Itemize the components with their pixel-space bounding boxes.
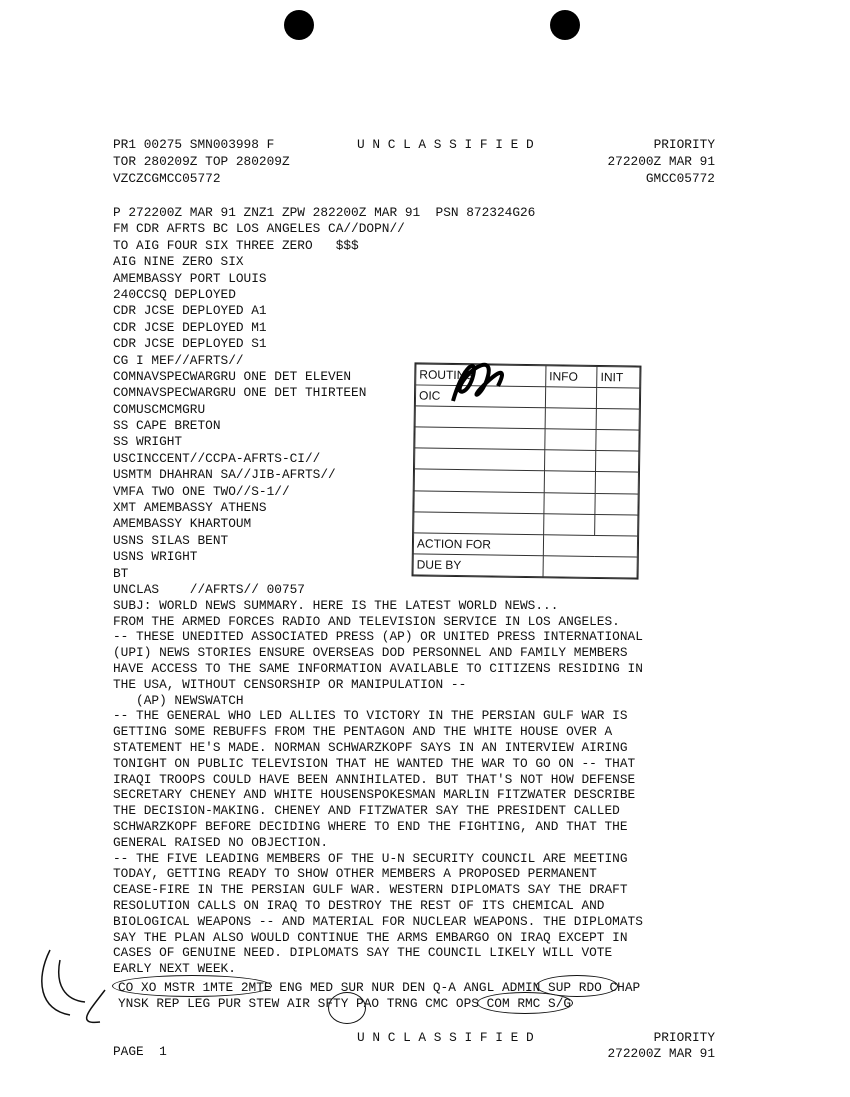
circled-co-xo-mstr-1mte <box>112 975 272 997</box>
body-line: GENERAL RAISED NO OBJECTION. <box>113 834 329 850</box>
body-line: AMEMBASSY PORT LOUIS <box>113 270 267 286</box>
body-line: CDR JCSE DEPLOYED A1 <box>113 303 267 319</box>
body-line: IRAQI TROOPS COULD HAVE BEEN ANNIHILATED. BUT THAT'S NOT HOW DEFENSE <box>113 771 636 787</box>
distribution-line: CO XO MSTR 1MTE 2MTE ENG MED SUR NUR DEN Q-A ANGL ADMIN SUP RDO CHAP <box>118 980 641 995</box>
message-body <box>113 205 643 977</box>
body-line: USNS SILAS BENT <box>113 532 229 548</box>
routing-label: ROUTING <box>416 364 546 387</box>
body-line: USCINCCENT//CCPA-AFRTS-CI// <box>113 450 321 466</box>
body-line: -- THE FIVE LEADING MEMBERS OF THE U-N SECURITY COUNCIL ARE MEETING <box>113 850 628 866</box>
body-line: GETTING SOME REBUFFS FROM THE PENTAGON AND THE WHITE HOUSE OVER A <box>113 724 613 740</box>
body-line: COMNAVSPECWARGRU ONE DET ELEVEN <box>113 368 352 384</box>
body-line: TONIGHT ON PUBLIC TELEVISION THAT HE WANTED THE WAR TO GO ON -- THAT <box>113 755 636 771</box>
body-line: (AP) NEWSWATCH <box>113 692 244 708</box>
classification-bottom: U N C L A S S I F I E D <box>357 1030 534 1045</box>
body-line: -- THE GENERAL WHO LED ALLIES TO VICTORY IN THE PERSIAN GULF WAR IS <box>113 708 628 724</box>
due-by-label: DUE BY <box>413 554 543 577</box>
body-line: FM CDR AFRTS BC LOS ANGELES CA//DOPN// <box>113 221 405 237</box>
info-label: INFO <box>546 366 598 388</box>
body-line: USMTM DHAHRAN SA//JIB-AFRTS// <box>113 467 336 483</box>
body-line: FROM THE ARMED FORCES RADIO AND TELEVISION SERVICE IN LOS ANGELES. <box>113 613 620 629</box>
body-line: AMEMBASSY KHARTOUM <box>113 516 252 532</box>
distribution-line: YNSK REP LEG PUR STEW AIR SFTY PAO TRNG CMC OPS COM RMC S/G <box>118 996 572 1011</box>
body-line: SUBJ: WORLD NEWS SUMMARY. HERE IS THE LATEST WORLD NEWS... <box>113 597 559 613</box>
classification-top: U N C L A S S I F I E D <box>357 137 534 152</box>
body-line: AIG NINE ZERO SIX <box>113 254 244 270</box>
punch-hole-left <box>284 10 314 40</box>
body-line: EARLY NEXT WEEK. <box>113 961 236 977</box>
body-line: XMT AMEMBASSY ATHENS <box>113 500 267 516</box>
body-line: STATEMENT HE'S MADE. NORMAN SCHWARZKOPF SAYS IN AN INTERVIEW AIRING <box>113 739 628 755</box>
body-line: CDR JCSE DEPLOYED S1 <box>113 336 267 352</box>
body-line: CG I MEF//AFRTS// <box>113 352 244 368</box>
body-line: SECRETARY CHENEY AND WHITE HOUSENSPOKESMAN MARLIN FITZWATER DESCRIBE <box>113 787 636 803</box>
punch-hole-right <box>550 10 580 40</box>
action-for-label: ACTION FOR <box>413 533 543 556</box>
dtg-top: 272200Z MAR 91 <box>607 154 715 169</box>
body-line: SAY THE PLAN ALSO WOULD CONTINUE THE ARMS EMBARGO ON IRAQ EXCEPT IN <box>113 929 628 945</box>
body-line: RESOLUTION CALLS ON IRAQ TO DESTROY THE REST OF ITS CHEMICAL AND <box>113 897 605 913</box>
body-line: -- THESE UNEDITED ASSOCIATED PRESS (AP) OR UNITED PRESS INTERNATIONAL <box>113 629 643 645</box>
body-line: HAVE ACCESS TO THE SAME INFORMATION AVAILABLE TO CITIZENS RESIDING IN <box>113 660 643 676</box>
body-line: USNS WRIGHT <box>113 549 198 565</box>
init-label: INIT <box>597 366 640 388</box>
header-line: VZCZCGMCC05772 <box>113 171 221 186</box>
dtg-bottom: 272200Z MAR 91 <box>607 1046 715 1061</box>
body-line: THE USA, WITHOUT CENSORSHIP OR MANIPULATION -- <box>113 676 467 692</box>
body-line: BT <box>113 565 129 581</box>
circled-pao <box>328 992 366 1024</box>
body-line: TO AIG FOUR SIX THREE ZERO $$$ <box>113 237 359 253</box>
body-line: VMFA TWO ONE TWO//S-1// <box>113 483 290 499</box>
body-line: COMUSCMCMGRU <box>113 401 206 417</box>
body-line: SS CAPE BRETON <box>113 418 221 434</box>
body-line: (UPI) NEWS STORIES ENSURE OVERSEAS DOD PERSONNEL AND FAMILY MEMBERS <box>113 645 628 661</box>
priority-bottom: PRIORITY <box>653 1030 715 1045</box>
body-line: P 272200Z MAR 91 ZNZ1 ZPW 282200Z MAR 91 PSN 872324G26 <box>113 205 536 220</box>
body-line: SS WRIGHT <box>113 434 183 450</box>
handwritten-mark <box>30 940 120 1030</box>
msg-id-top: GMCC05772 <box>645 171 715 186</box>
body-line: COMNAVSPECWARGRU ONE DET THIRTEEN <box>113 385 367 401</box>
body-line: 240CCSQ DEPLOYED <box>113 286 236 302</box>
priority-top: PRIORITY <box>653 137 715 152</box>
body-line: CEASE-FIRE IN THE PERSIAN GULF WAR. WESTERN DIPLOMATS SAY THE DRAFT <box>113 882 628 898</box>
oic-label: OIC <box>415 385 545 408</box>
body-line: CASES OF GENUINE NEED. DIPLOMATS SAY THE COUNCIL LIKELY WILL VOTE <box>113 945 613 961</box>
body-line: SCHWARZKOPF BEFORE DECIDING WHERE TO END THE FIGHTING, AND THAT THE <box>113 818 628 834</box>
body-line: THE DECISION-MAKING. CHENEY AND FITZWATER SAY THE PRESIDENT CALLED <box>113 803 620 819</box>
header-line: TOR 280209Z TOP 280209Z <box>113 154 290 169</box>
handwritten-initials <box>443 356 513 406</box>
header-line: PR1 00275 SMN003998 F <box>113 137 275 152</box>
body-line: UNCLAS //AFRTS// 00757 <box>113 581 305 597</box>
circled-ops-com-rmc <box>477 992 573 1014</box>
page-number: PAGE 1 <box>113 1044 167 1059</box>
body-line: BIOLOGICAL WEAPONS -- AND MATERIAL FOR NUCLEAR WEAPONS. THE DIPLOMATS <box>113 913 643 929</box>
body-line: TODAY, GETTING READY TO SHOW OTHER MEMBERS A PROPOSED PERMANENT <box>113 866 597 882</box>
body-line: CDR JCSE DEPLOYED M1 <box>113 319 267 335</box>
